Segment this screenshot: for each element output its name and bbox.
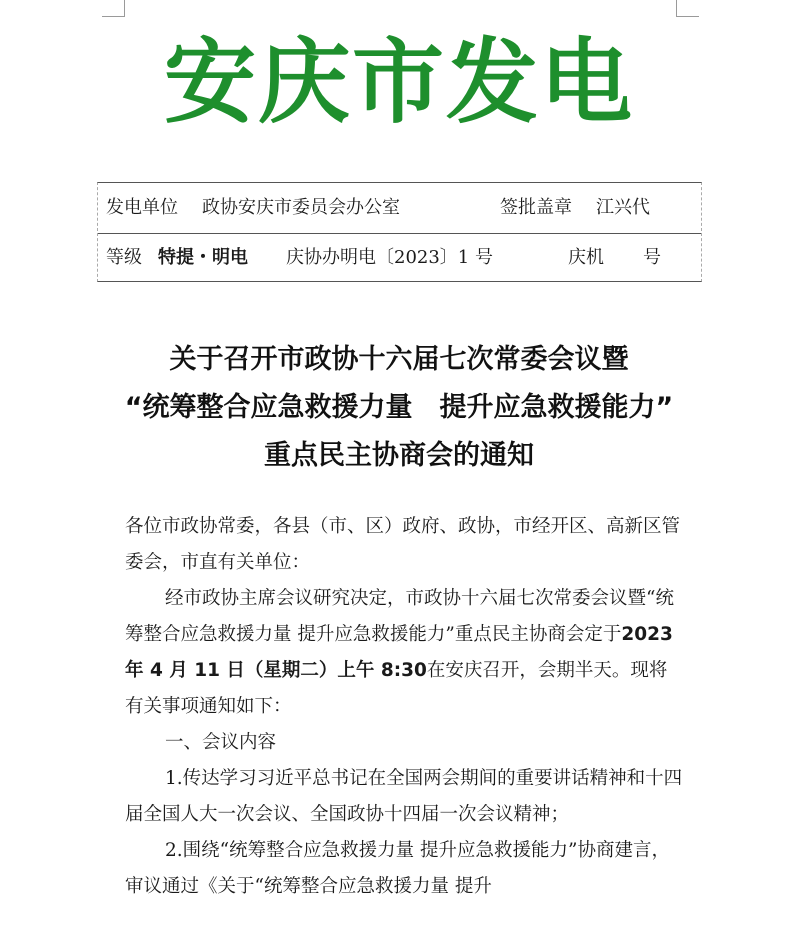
sender-value: 政协安庆市委员会办公室	[202, 197, 400, 218]
machine-label: 庆机	[568, 247, 604, 268]
title-line-3: 重点民主协商会的通知	[264, 440, 534, 471]
list-item-1: 1.传达学习习近平总书记在全国两会期间的重要讲话精神和十四届全国人大一次会议、全国政协十四届一次会议精神；	[125, 768, 683, 825]
list-item-2: 2.围绕“统筹整合应急救援力量 提升应急救援能力”协商建言，审议通过《关于“统筹整合应急救援力量 提升	[125, 840, 670, 897]
addressee: 各位市政协常委，各县（市、区）政府、政协，市经开区、高新区管委会，市直有关单位：	[125, 516, 681, 573]
level-value: 特提・明电	[158, 247, 248, 268]
title-line-2: “统筹整合应急救援力量 提升应急救援能力”	[124, 392, 674, 423]
telegram-header-table	[97, 182, 702, 282]
paragraph-meeting-info	[125, 581, 685, 725]
document-number: 庆协办明电〔2023〕1 号	[286, 247, 493, 268]
paragraph-text-a: 经市政协主席会议研究决定，市政协十六届七次常委会议暨“统筹整合应急救援力量 提升应急救援能力”重点民主协商会定于	[125, 588, 674, 645]
crop-mark-left	[102, 0, 125, 17]
header-row-sender	[98, 183, 701, 234]
meeting-datetime: 2023 年 4 月 11 日（星期二）上午 8:30	[125, 624, 673, 681]
title-line-1: 关于召开市政协十六届七次常委会议暨	[169, 344, 629, 375]
section-heading-meeting-content: 一、会议内容	[165, 732, 277, 753]
notice-body	[125, 509, 685, 905]
approver-label: 签批盖章	[500, 197, 572, 218]
paragraph-text-b: 在安庆召开，会期半天。现将有关事项通知如下：	[125, 660, 668, 717]
approver-value: 江兴代	[596, 197, 650, 218]
level-label: 等级	[106, 247, 142, 268]
sender-label: 发电单位	[106, 197, 178, 218]
crop-mark-right	[676, 0, 699, 17]
masthead-title: 安庆市发电	[163, 29, 634, 136]
number-suffix: 号	[643, 247, 661, 268]
notice-title	[0, 336, 798, 480]
header-row-level	[98, 233, 701, 283]
